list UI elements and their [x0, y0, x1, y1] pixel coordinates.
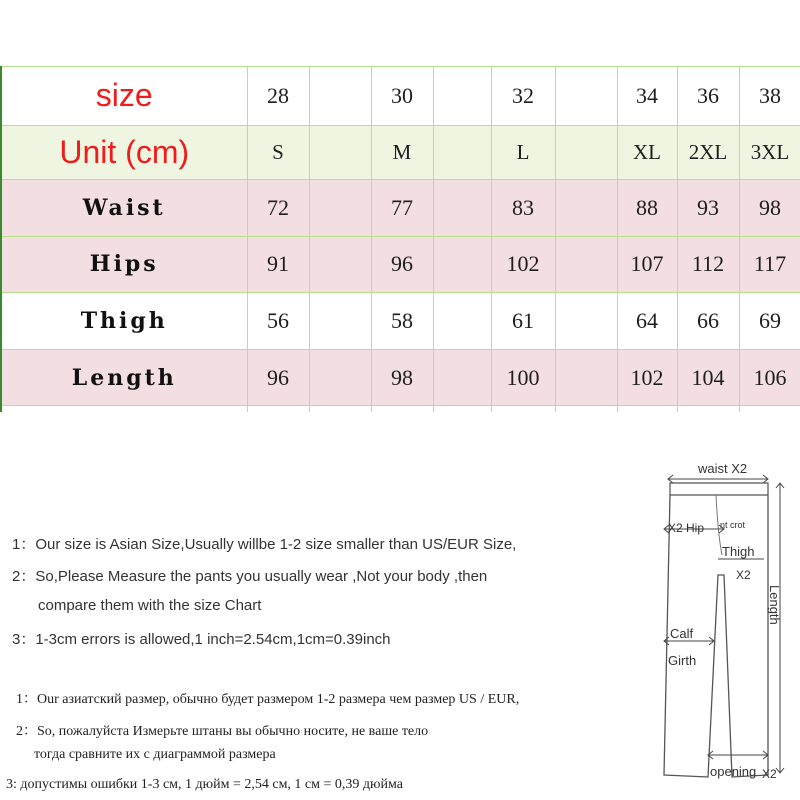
measure-value: 102 — [491, 236, 555, 293]
measure-value: 96 — [371, 236, 433, 293]
unit-label: Unit (cm) — [1, 125, 247, 180]
thigh-label: Thigh — [722, 544, 755, 559]
letter-size: S — [247, 125, 309, 180]
measure-value: 98 — [739, 180, 800, 237]
letter-size: XL — [617, 125, 677, 180]
size-value: 30 — [371, 67, 433, 126]
opening-x2-label: X2 — [762, 767, 777, 781]
size-value: 28 — [247, 67, 309, 126]
measure-value: 58 — [371, 293, 433, 350]
measure-value: 56 — [247, 293, 309, 350]
measure-label: Hips — [1, 236, 247, 293]
measure-row-length — [1, 349, 800, 406]
note-ru-2-continued: тогда сравните их с диаграммой размера — [34, 747, 276, 762]
measure-value: 88 — [617, 180, 677, 237]
measure-value: 96 — [247, 349, 309, 406]
letter-size: L — [491, 125, 555, 180]
size-chart-table — [0, 66, 800, 412]
note-en-1: 1：Our size is Asian Size,Usually willbe 1-2 size smaller than US/EUR Size, — [12, 536, 517, 553]
length-arrow — [776, 483, 784, 773]
measure-label: Length — [1, 349, 247, 406]
note-en-3: 3：1-3cm errors is allowed,1 inch=2.54cm,1cm=0.39inch — [12, 631, 391, 648]
measure-value: 112 — [677, 236, 739, 293]
measure-label: Waist — [1, 180, 247, 237]
table-tail-row — [1, 406, 800, 412]
waistband — [670, 483, 768, 495]
thigh-x2-label: X2 — [736, 568, 751, 582]
note-ru-3: 3: допустимы ошибки 1-3 см, 1 дюйм = 2,54 см, 1 см = 0,39 дюйма — [6, 777, 403, 792]
note-ru-1: 1：Our азиатский размер, обычно будет размером 1-2 размера чем размер US / EUR, — [16, 692, 520, 707]
measure-value: 98 — [371, 349, 433, 406]
unit-row — [1, 125, 800, 180]
measure-value: 69 — [739, 293, 800, 350]
note-en-2: 2：So,Please Measure the pants you usually wear ,Not your body ,then — [12, 568, 488, 585]
size-value: 34 — [617, 67, 677, 126]
waist-arrow — [668, 475, 768, 483]
opening-arrow — [708, 751, 768, 759]
front-crotch-label: nt crot — [720, 520, 746, 530]
measure-value: 64 — [617, 293, 677, 350]
letter-size: 3XL — [739, 125, 800, 180]
note-ru-2: 2：So, пожалуйста Измерьте штаны вы обычно носите, не ваше тело — [16, 724, 429, 739]
opening-label: opening — [710, 764, 757, 779]
measure-value: 72 — [247, 180, 309, 237]
size-label: size — [1, 67, 247, 126]
measure-value: 102 — [617, 349, 677, 406]
measure-value: 83 — [491, 180, 555, 237]
measure-row-waist — [1, 180, 800, 237]
girth-label: Girth — [668, 653, 697, 668]
measure-value: 91 — [247, 236, 309, 293]
measure-value: 77 — [371, 180, 433, 237]
measure-value: 107 — [617, 236, 677, 293]
measure-value: 93 — [677, 180, 739, 237]
waist-label: waist X2 — [698, 461, 748, 476]
measure-value: 100 — [491, 349, 555, 406]
measure-value: 106 — [739, 349, 800, 406]
size-value: 36 — [677, 67, 739, 126]
measure-value: 104 — [677, 349, 739, 406]
letter-size: M — [371, 125, 433, 180]
measure-row-hips — [1, 236, 800, 293]
length-label: Length — [767, 585, 782, 625]
pants-measurement-diagram — [640, 455, 800, 795]
measure-value: 66 — [677, 293, 739, 350]
measure-row-thigh — [1, 293, 800, 350]
letter-size: 2XL — [677, 125, 739, 180]
size-value: 32 — [491, 67, 555, 126]
measure-label: Thigh — [1, 293, 247, 350]
size-row — [1, 67, 800, 126]
calf-label: Calf — [670, 626, 694, 641]
measure-value: 117 — [739, 236, 800, 293]
note-en-2-continued: compare them with the size Chart — [38, 597, 262, 614]
hip-label: X2 Hip — [668, 521, 705, 535]
size-value: 38 — [739, 67, 800, 126]
measure-value: 61 — [491, 293, 555, 350]
